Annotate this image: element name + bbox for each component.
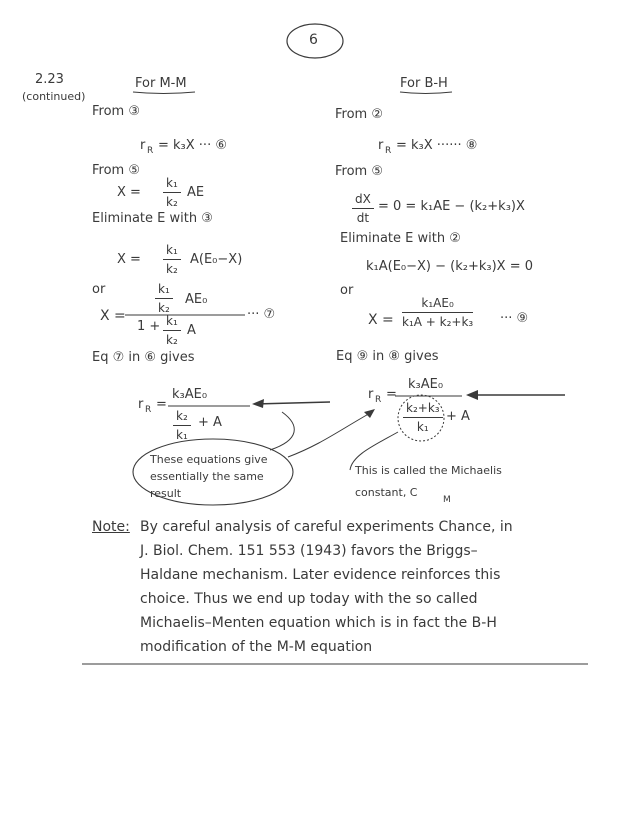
arrowhead-right [466,390,478,400]
heading-underline-left [133,92,195,94]
right-eq8-sub: R [385,146,392,156]
right-eq9-label: ··· ⑨ [500,311,529,326]
michaelis-sub: M [443,495,451,505]
right-from5: From ⑤ [335,164,383,179]
left-rr-sub: R [145,405,152,415]
left-rr: r [138,397,144,412]
bubble-link-right [288,412,372,457]
left-rr-eq: = [156,397,167,412]
left-one-plus: 1 + [137,319,161,334]
left-eq7-label: ··· ⑦ [247,307,276,322]
bubble-line-2: essentially the same [150,470,264,483]
note-line-1: By careful analysis of careful experiments Chance, in [140,519,513,535]
michaelis-line-1: This is called the Michaelis [355,464,502,477]
left-x-eq: X = [117,185,141,200]
left-k3ae0: k₃AE₀ [172,387,208,402]
left-k1-over-k2 [163,176,181,209]
right-dt: dt [356,211,370,225]
left-elim: Eliminate E with ③ [92,211,213,226]
heading-underline-right [400,92,452,94]
heading-mm: For M-M [135,76,187,91]
bubble-line-3: result [150,487,182,500]
right-plus-a: + A [446,409,470,424]
right-x-den: k₁A + k₂+k₃ [402,315,474,329]
note-line-4: choice. Thus we end up today with the so called [140,591,478,607]
left-k1-e: k₁ [176,428,188,442]
left-from3: From ③ [92,104,140,119]
left-k2: k₂ [166,195,178,209]
left-k2-d: k₂ [166,333,178,347]
page-number: 6 [309,32,318,48]
left-ae: AE [187,185,205,200]
left-k1-over-k2-d [163,314,181,347]
note-label: Note: [92,519,130,535]
right-k2k3: k₂+k₃ [406,401,440,415]
bubble-link-left [270,412,294,450]
bubble-link-arrowhead [364,409,375,418]
left-k2-e: k₂ [176,409,188,423]
left-eq6-rhs: = k₃X ··· ⑥ [158,138,227,153]
left-from5: From ⑤ [92,163,140,178]
left-k2-b: k₂ [166,262,178,276]
right-eq9-in8: Eq ⑨ in ⑧ gives [336,349,439,364]
right-dx: dX [355,192,371,206]
right-from2: From ② [335,107,383,122]
left-x-eq3: X = [100,308,126,324]
problem-number: 2.23 [35,72,64,87]
left-plus-a: + A [198,415,222,430]
left-num-ae0: AE₀ [185,292,208,307]
left-k1-d: k₁ [166,314,178,328]
left-x-eq2: X = [117,252,141,267]
left-k2-over-k1 [173,409,191,442]
right-rr-eq: = [386,387,397,402]
left-k1: k₁ [166,176,178,190]
right-dx-over-dt [352,192,374,225]
right-k3ae0: k₃AE₀ [408,377,444,392]
arrow-left-rR [255,402,330,404]
left-eq6-sub: R [147,146,154,156]
right-or: or [340,283,354,298]
left-k2-c: k₂ [158,301,170,315]
heading-bh: For B-H [400,76,448,91]
arrowhead-left [252,399,264,408]
right-elim: Eliminate E with ② [340,231,461,246]
left-a: A [187,323,196,338]
left-eq7-in6: Eq ⑦ in ⑥ gives [92,350,195,365]
left-or: or [92,282,106,297]
right-x-frac [402,296,473,329]
left-eq6-r: r [140,138,146,153]
note-line-3: Haldane mechanism. Later evidence reinforces this [140,567,501,583]
right-rr-sub: R [375,395,382,405]
problem-continued: (continued) [22,90,86,103]
note-line-5: Michaelis–Menten equation which is in fact the B-H [140,615,497,631]
note-line-6: modification of the M-M equation [140,639,373,655]
bubble-line-1: These equations give [150,453,268,466]
right-x-num: k₁AE₀ [421,296,454,310]
right-rr: r [368,387,374,402]
right-k1a: k₁A(E₀−X) − (k₂+k₃)X = 0 [366,259,534,274]
right-dxdt-rhs: = 0 = k₁AE − (k₂+k₃)X [378,199,525,214]
michaelis-line-2: constant, C [355,486,418,499]
right-x-eq: X = [368,312,394,328]
left-k1-c: k₁ [158,282,170,296]
left-k1-b: k₁ [166,243,178,257]
right-k1: k₁ [416,420,429,434]
left-ae-rest: A(E₀−X) [190,252,243,267]
right-eq8-rhs: = k₃X ······ ⑧ [396,138,478,153]
right-k2k3-over-k1 [403,401,443,434]
left-k1-over-k2-c [155,282,173,315]
left-k1-over-k2-b [163,243,181,276]
right-eq8-r: r [378,138,384,153]
note-line-2: J. Biol. Chem. 151 553 (1943) favors the Briggs– [140,543,478,559]
